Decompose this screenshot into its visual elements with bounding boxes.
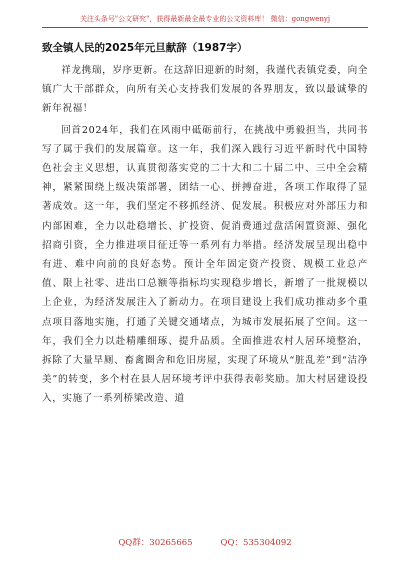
top-banner: 关注头条号"公文研究"，获得最新最全最专业的公文资料库！ 微信：gongwenyj	[42, 14, 368, 28]
greeting-paragraph: 祥龙携瑞，岁序更新。在这辞旧迎新的时刻，我谨代表镇党委，向全镇广大干部群众，向所有关心支持我们发展的各界朋友，致以最诚挚的新年祝福！	[42, 65, 368, 115]
footer-qq-group: QQ群：30265665	[118, 538, 193, 548]
footer-qq: QQ：535304092	[220, 538, 292, 548]
footer-contact	[42, 536, 368, 548]
review-paragraph: 回首2024年，我们在风雨中砥砺前行，在挑战中勇毅担当，共同书写了属于我们的发展篇章。这一年，我们深入践行习近平新时代中国特色社会主义思想，认真贯彻落实党的二十大和二十届二中、三中全会精神，紧紧围绕上级决策部署，团结一心、拼搏奋进，各项工作取得了显著成效。这一年，我们坚定不移抓经济、促发展。积极应对外部压力和内部困难，全力以赴稳增长、扩投资、促消费通过盘活闲置资源、强化招商引资，全力推进项目征迁等一系列有力举措。经济发展呈现出稳中有进、难中向前的良好态势。预计全年固定资产投资、规模工业总产值、限上社零、进出口总额等指标均实现稳步增长，新增了一批规模以上企业，为经济发展注入了新动力。在项目建设上我们成功推动多个重点项目落地实施，打通了关键交通堵点，为城市发展拓展了空间。这一年，我们全力以赴精雕细琢、提升品质。全面推进农村人居环境整治，拆除了大量旱厕、畜禽圈舍和危旧房屋，实现了环境从“脏乱差”到“洁净美”的转变，多个村在县人居环境考评中获得表彰奖励。加大村居建设投入，实施了一系列桥梁改造、道	[42, 124, 368, 405]
document-title: 致全镇人民的2025年元旦献辞（1987字）	[42, 42, 248, 54]
document-page	[42, 12, 368, 568]
